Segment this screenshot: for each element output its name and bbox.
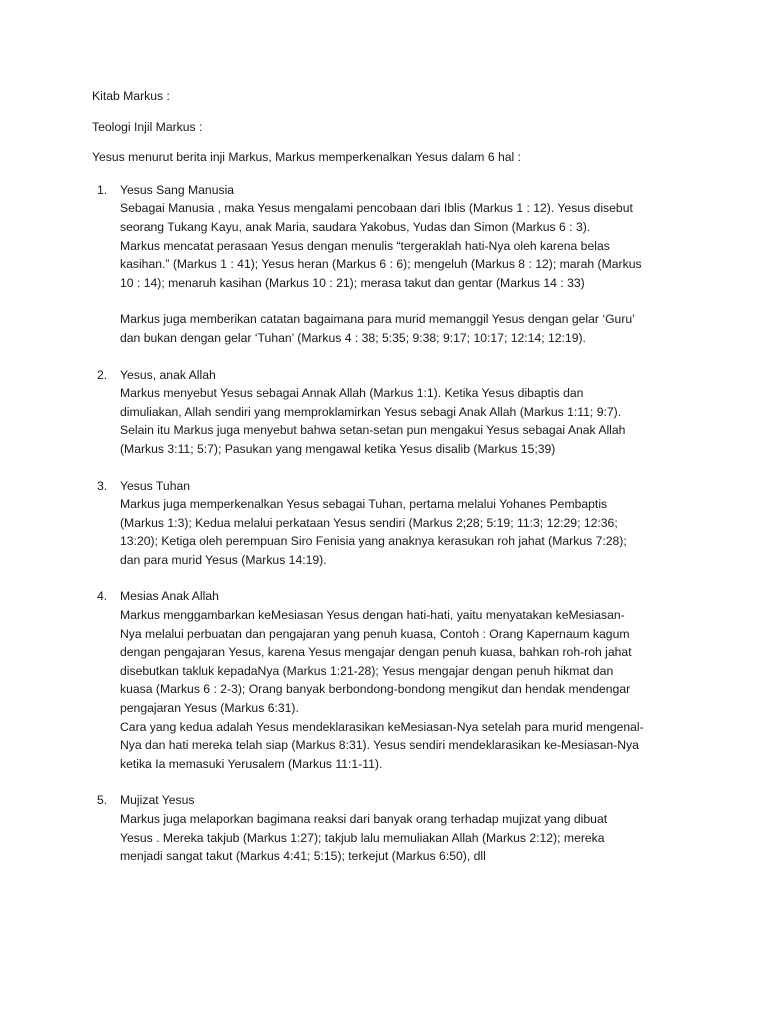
paragraph-line: (Markus 3:11; 5:7); Pasukan yang mengawal ketika Yesus disalib (Markus 15;39) xyxy=(120,441,556,456)
paragraph-line: Markus menggambarkan keMesiasan Yesus dengan hati-hati, yaitu menyatakan keMesiasan- xyxy=(120,608,625,623)
item-paragraph xyxy=(120,495,682,569)
paragraph-line: Nya melalui perbuatan dan pengajaran yang penuh kuasa, Contoh : Orang Kapernaum kagum xyxy=(120,626,630,641)
paragraph-line: Sebagai Manusia , maka Yesus mengalami pencobaan dari Iblis (Markus 1 : 12). Yesus disebut xyxy=(120,201,633,216)
document-body xyxy=(92,87,682,884)
paragraph-line: Cara yang kedua adalah Yesus mendeklarasikan keMesiasan-Nya setelah para murid mengenal- xyxy=(120,719,644,734)
paragraph-line: 13:20); Ketiga oleh perempuan Siro Fenisia yang anaknya kerasukan roh jahat (Markus 7:28); xyxy=(120,534,627,549)
numbered-list xyxy=(92,181,682,866)
paragraph-line: dan bukan dengan gelar ‘Tuhan’ (Markus 4 : 38; 5:35; 9:38; 9:17; 10:17; 12:14; 12:19). xyxy=(120,330,586,345)
paragraph-line: Nya dan hati mereka telah siap (Markus 8:31). Yesus sendiri mendeklarasikan ke-Mesiasan-Nya xyxy=(120,738,639,753)
item-title: Mesias Anak Allah xyxy=(120,589,219,604)
item-title: Yesus Tuhan xyxy=(120,478,191,493)
theology-heading: Teologi Injil Markus : xyxy=(92,119,203,134)
book-heading: Kitab Markus : xyxy=(92,89,170,103)
list-item xyxy=(92,587,682,773)
paragraph-line: (Markus 1:3); Kedua melalui perkataan Yesus sendiri (Markus 2;28; 5:19; 11:3; 12:29; 12:36; xyxy=(120,515,618,530)
paragraph-line: pengajaran Yesus (Markus 6:31). xyxy=(120,701,299,716)
item-title: Yesus Sang Manusia xyxy=(120,182,235,197)
paragraph-line: dengan pengajaran Yesus, karena Yesus mengajar dengan penuh kuasa, bahkan roh-roh jahat xyxy=(120,645,632,660)
paragraph-line: 10 : 14); menaruh kasihan (Markus 10 : 21); merasa takut dan gentar (Markus 14 : 33) xyxy=(120,275,585,290)
paragraph-line: disebutkan takluk kepadaNya (Markus 1:21-28); Yesus mengajar dengan penuh hikmat dan xyxy=(120,663,614,678)
item-paragraph xyxy=(120,199,682,292)
list-item xyxy=(92,181,682,348)
paragraph-line: Markus menyebut Yesus sebagai Annak Allah (Markus 1:1). Ketika Yesus dibaptis dan xyxy=(120,386,584,401)
paragraph-line: Markus juga memperkenalkan Yesus sebagai Tuhan, pertama melalui Yohanes Pembaptis xyxy=(120,497,608,512)
list-item xyxy=(92,366,682,459)
list-number: 2. xyxy=(97,367,108,382)
list-item xyxy=(92,791,682,865)
item-paragraph xyxy=(120,384,682,458)
item-paragraph xyxy=(120,310,682,347)
item-title: Yesus, anak Allah xyxy=(120,367,216,382)
paragraph-line: dimuliakan, Allah sendiri yang memproklamirkan Yesus sebagi Anak Allah (Markus 1:11; 9:7). xyxy=(120,404,622,419)
item-title: Mujizat Yesus xyxy=(120,793,195,808)
intro-text: Yesus menurut berita inji Markus, Markus memperkenalkan Yesus dalam 6 hal : xyxy=(92,150,522,165)
list-number: 5. xyxy=(97,793,108,808)
paragraph-line: Selain itu Markus juga menyebut bahwa setan-setan pun mengakui Yesus sebagai Anak Allah xyxy=(120,423,626,438)
paragraph-line: dan para murid Yesus (Markus 14:19). xyxy=(120,552,327,567)
paragraph-line: kuasa (Markus 6 : 2-3); Orang banyak berbondong-bondong mengikut dan hendak mendengar xyxy=(120,682,631,697)
list-number: 4. xyxy=(97,589,108,604)
paragraph-line: kasihan.” (Markus 1 : 41); Yesus heran (Markus 6 : 6); mengeluh (Markus 8 : 12); marah (Markus xyxy=(120,257,642,272)
paragraph-line: Yesus . Mereka takjub (Markus 1:27); takjub lalu memuliakan Allah (Markus 2:12); mereka xyxy=(120,830,605,845)
list-item xyxy=(92,477,682,570)
paragraph-line: seorang Tukang Kayu, anak Maria, saudara Yakobus, Yudas dan Simon (Markus 6 : 3). xyxy=(120,219,591,234)
paragraph-line: Markus juga melaporkan bagimana reaksi dari banyak orang terhadap mujizat yang dibuat xyxy=(120,812,608,826)
item-paragraph xyxy=(120,810,682,866)
list-number: 3. xyxy=(97,478,108,493)
paragraph-line: Markus mencatat perasaan Yesus dengan menulis “tergeraklah hati-Nya oleh karena belas xyxy=(120,238,610,253)
paragraph-line: ketika Ia memasuki Yerusalem (Markus 11:1-11). xyxy=(120,756,383,771)
paragraph-line: Markus juga memberikan catatan bagaimana para murid memanggil Yesus dengan gelar ‘Guru’ xyxy=(120,312,635,327)
list-number: 1. xyxy=(97,182,108,197)
paragraph-line: menjadi sangat takut (Markus 4:41; 5:15); terkejut (Markus 6:50), dll xyxy=(120,849,486,864)
item-paragraph xyxy=(120,606,682,773)
